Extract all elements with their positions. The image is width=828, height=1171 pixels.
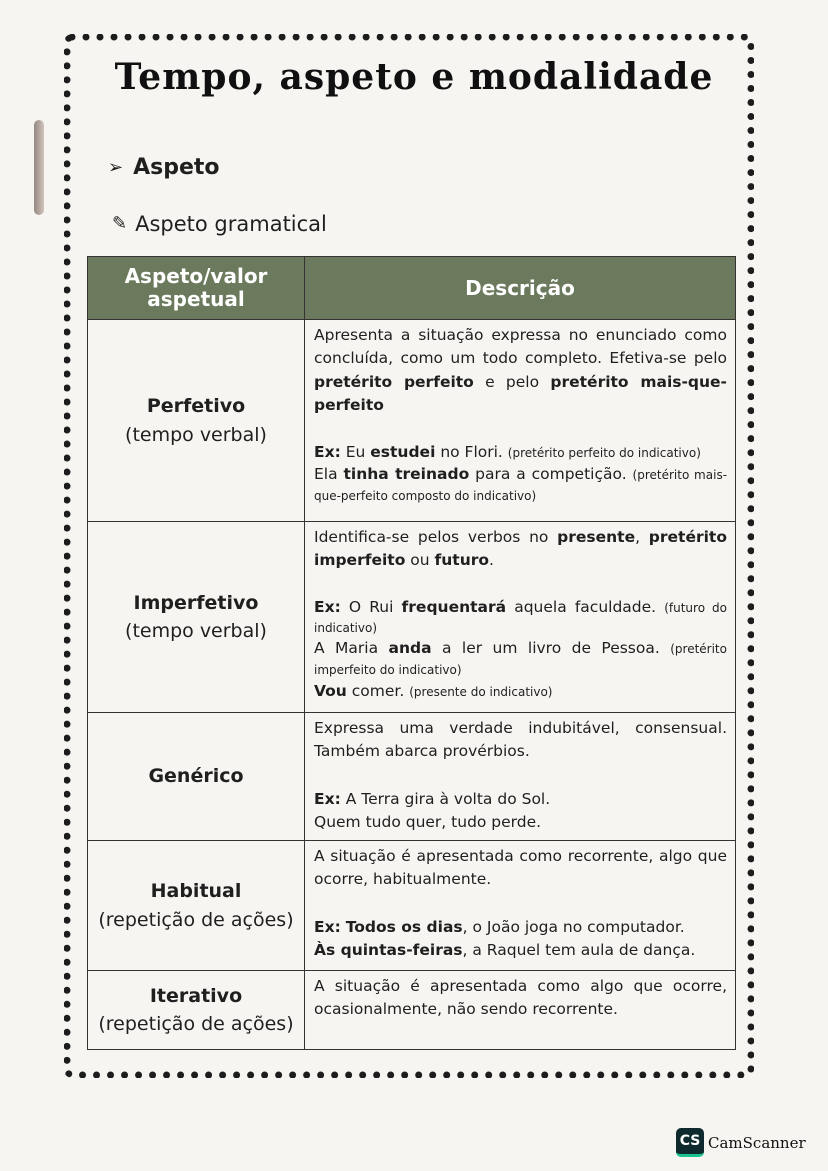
aspect-cell — [88, 841, 305, 971]
description-text: Identifica-se pelos verbos no presente, pretérito imperfeito ou futuro. — [314, 528, 727, 570]
description-cell — [305, 522, 736, 713]
table-row — [88, 320, 736, 522]
example-line: Ela tinha treinado para a competição. (pretérito mais-que-perfeito composto do indicativo) — [314, 465, 728, 504]
aspect-name: Imperfetivo — [133, 591, 259, 614]
example-line: Ex: Todos os dias, o João joga no computador. — [314, 917, 685, 936]
example-line: Ex: A Terra gira à volta do Sol. — [314, 789, 551, 808]
table-row — [88, 522, 736, 713]
description-cell — [305, 841, 736, 971]
aspect-sub: (tempo verbal) — [125, 620, 267, 642]
camscanner-watermark — [676, 1128, 806, 1157]
pointing-hand-icon: ✎ — [112, 213, 128, 234]
example-line: Ex: O Rui frequentará aquela faculdade. (futuro do indicativo) — [314, 597, 727, 636]
arrow-bullet-icon: ➢ — [108, 156, 124, 178]
description-text: Expressa uma verdade indubitável, consensual. Também abarca provérbios. — [314, 719, 727, 761]
subsection-heading-label: Aspeto gramatical — [135, 212, 327, 236]
table-row — [88, 971, 736, 1050]
aspect-sub: (repetição de ações) — [98, 908, 294, 931]
aspect-name: Habitual — [150, 880, 242, 902]
aspect-cell — [88, 320, 305, 522]
description-cell — [305, 713, 736, 841]
subsection-heading — [112, 212, 327, 236]
aspect-sub: (repetição de ações) — [98, 1013, 294, 1035]
aspect-cell — [88, 522, 305, 713]
description-cell — [305, 320, 736, 522]
description-text: Apresenta a situação expressa no enunciado como concluída, como um todo completo. Efetiva-se pelo pretérito perfeito e pelo pretérito mais-que-perfeito — [314, 326, 727, 414]
section-heading — [108, 155, 220, 180]
aspect-sub: (tempo verbal) — [125, 423, 267, 446]
table-row — [88, 841, 736, 971]
aspect-cell — [88, 971, 305, 1050]
aspect-name: Iterativo — [149, 984, 243, 1007]
aspect-table — [87, 256, 736, 1050]
example-line: Às quintas-feiras, a Raquel tem aula de dança. — [314, 940, 696, 959]
aspect-cell — [88, 713, 305, 841]
page-title: Tempo, aspeto e modalidade — [114, 56, 714, 98]
example-line: Ex: Eu estudei no Flori. (pretérito perfeito do indicativo) — [314, 443, 701, 461]
camscanner-label: CamScanner — [708, 1133, 806, 1152]
description-text: A situação é apresentada como recorrente, algo que ocorre, habitualmente. — [314, 847, 727, 889]
header-description: Descrição — [305, 257, 736, 320]
page-edge-shadow — [34, 120, 44, 215]
example-line: A Maria anda a ler um livro de Pessoa. (pretérito imperfeito do indicativo) — [314, 639, 727, 678]
table-header-row — [88, 257, 736, 320]
description-text: A situação é apresentada como algo que ocorre, ocasionalmente, não sendo recorrente. — [314, 977, 727, 1019]
description-cell — [305, 971, 736, 1050]
table-row — [88, 713, 736, 841]
camscanner-logo-icon: CS — [676, 1128, 704, 1157]
aspect-name: Genérico — [148, 765, 244, 788]
header-aspect: Aspeto/valor aspetual — [88, 257, 305, 320]
example-line: Quem tudo quer, tudo perde. — [314, 812, 542, 831]
aspect-name: Perfetivo — [146, 395, 246, 417]
section-heading-label: Aspeto — [133, 155, 220, 180]
example-line: Vou comer. (presente do indicativo) — [314, 682, 553, 701]
